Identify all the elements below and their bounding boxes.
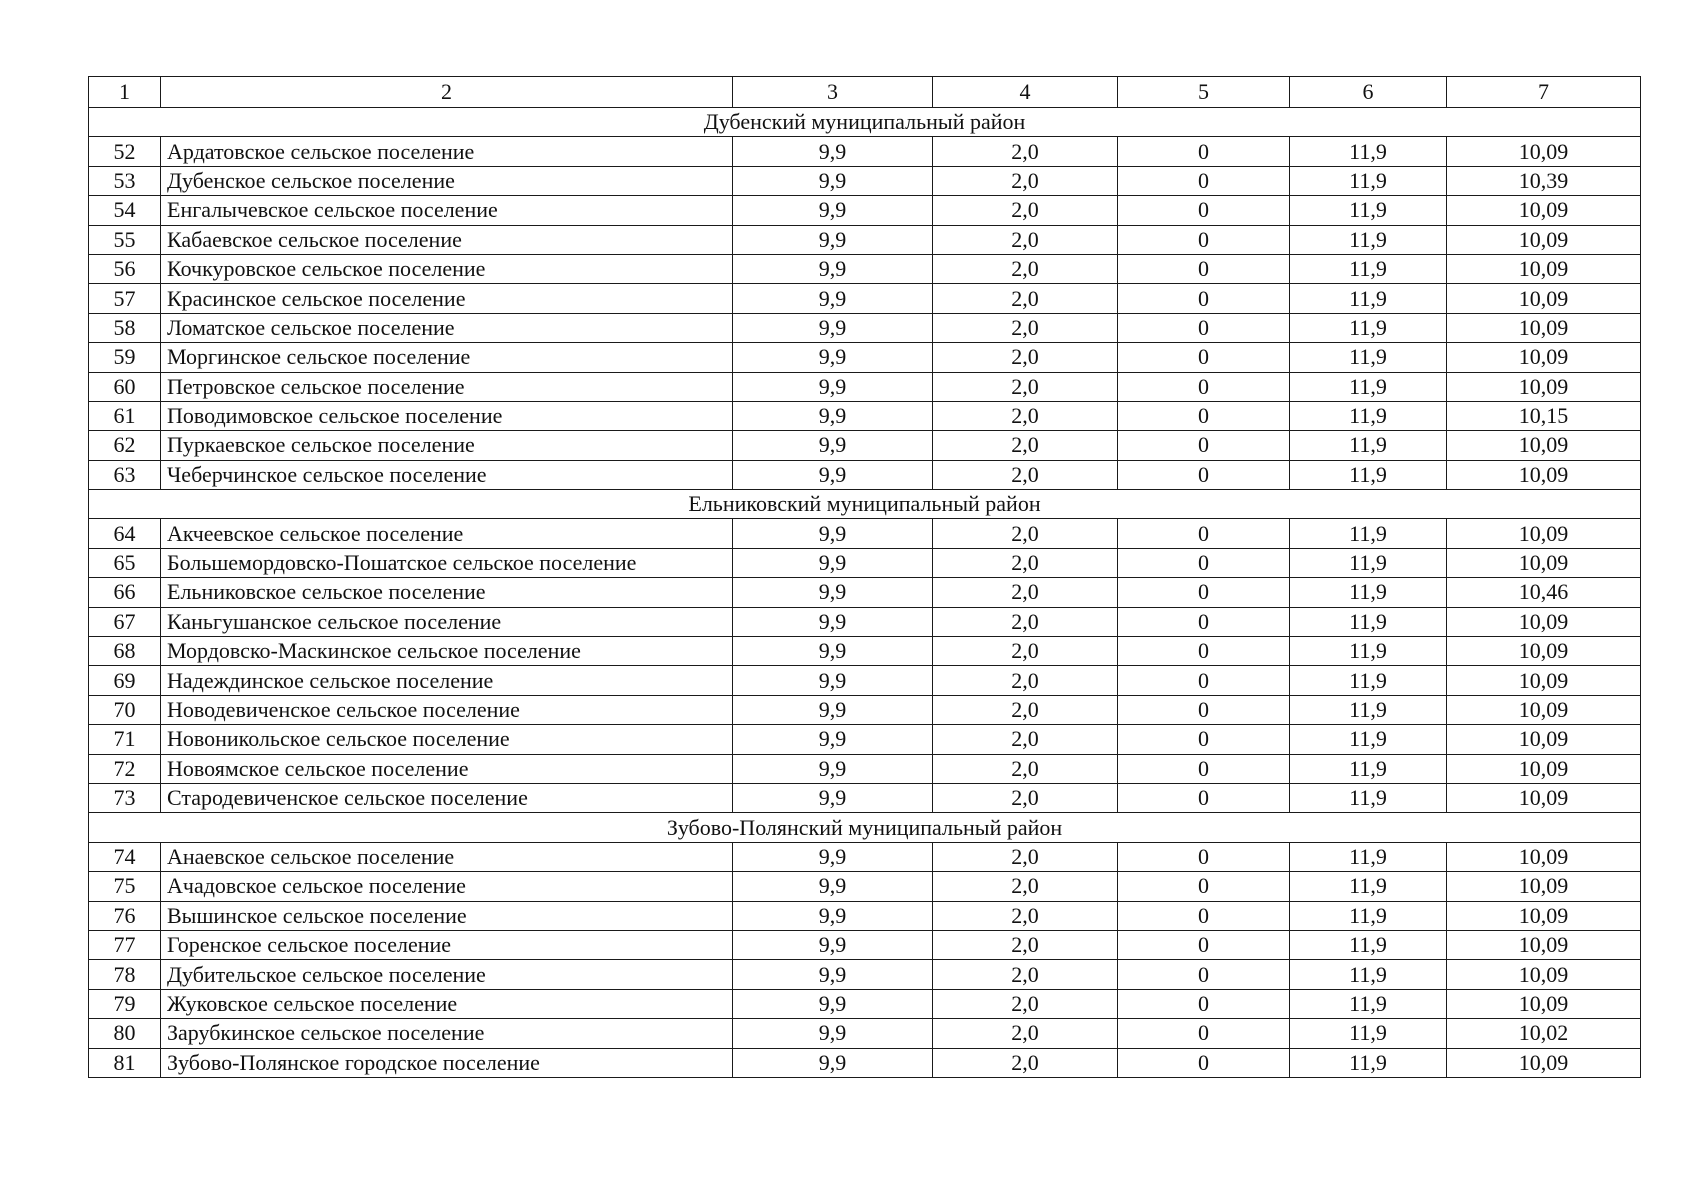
column-5-value: 0 [1118, 989, 1290, 1018]
table-row [89, 989, 1641, 1018]
column-5-value: 0 [1118, 842, 1290, 871]
column-4-value: 2,0 [933, 313, 1118, 342]
column-4-value: 2,0 [933, 783, 1118, 812]
column-6-value: 11,9 [1290, 725, 1447, 754]
section-title: Дубенский муниципальный район [89, 108, 1641, 137]
column-4-value: 2,0 [933, 284, 1118, 313]
column-6-value: 11,9 [1290, 166, 1447, 195]
column-3-value: 9,9 [733, 548, 933, 577]
column-7-value: 10,09 [1447, 901, 1641, 930]
row-number: 52 [89, 137, 161, 166]
column-3-value: 9,9 [733, 137, 933, 166]
settlement-name: Новоникольское сельское поселение [161, 725, 733, 754]
settlement-name: Анаевское сельское поселение [161, 842, 733, 871]
settlement-name: Зубово-Полянское городское поселение [161, 1048, 733, 1077]
column-4-value: 2,0 [933, 725, 1118, 754]
column-5-value: 0 [1118, 284, 1290, 313]
column-3-value: 9,9 [733, 872, 933, 901]
column-3-value: 9,9 [733, 431, 933, 460]
data-table [88, 76, 1641, 1078]
column-7-value: 10,39 [1447, 166, 1641, 195]
column-7-value: 10,09 [1447, 254, 1641, 283]
column-3-value: 9,9 [733, 284, 933, 313]
column-6-value: 11,9 [1290, 783, 1447, 812]
column-3-value: 9,9 [733, 842, 933, 871]
column-4-value: 2,0 [933, 401, 1118, 430]
table-row [89, 783, 1641, 812]
column-5-value: 0 [1118, 254, 1290, 283]
column-header-4: 4 [933, 77, 1118, 108]
column-4-value: 2,0 [933, 137, 1118, 166]
column-5-value: 0 [1118, 372, 1290, 401]
column-6-value: 11,9 [1290, 1048, 1447, 1077]
column-7-value: 10,46 [1447, 578, 1641, 607]
row-number: 81 [89, 1048, 161, 1077]
column-4-value: 2,0 [933, 695, 1118, 724]
row-number: 76 [89, 901, 161, 930]
column-4-value: 2,0 [933, 166, 1118, 195]
settlement-name: Моргинское сельское поселение [161, 343, 733, 372]
column-6-value: 11,9 [1290, 901, 1447, 930]
table-row [89, 1048, 1641, 1077]
column-4-value: 2,0 [933, 225, 1118, 254]
column-6-value: 11,9 [1290, 196, 1447, 225]
column-5-value: 0 [1118, 872, 1290, 901]
column-5-value: 0 [1118, 401, 1290, 430]
row-number: 67 [89, 607, 161, 636]
settlement-name: Красинское сельское поселение [161, 284, 733, 313]
column-header-2: 2 [161, 77, 733, 108]
column-7-value: 10,09 [1447, 372, 1641, 401]
column-7-value: 10,09 [1447, 519, 1641, 548]
column-3-value: 9,9 [733, 519, 933, 548]
column-6-value: 11,9 [1290, 313, 1447, 342]
column-6-value: 11,9 [1290, 372, 1447, 401]
column-5-value: 0 [1118, 225, 1290, 254]
column-5-value: 0 [1118, 196, 1290, 225]
column-6-value: 11,9 [1290, 1019, 1447, 1048]
column-5-value: 0 [1118, 637, 1290, 666]
settlement-name: Кабаевское сельское поселение [161, 225, 733, 254]
column-6-value: 11,9 [1290, 284, 1447, 313]
section-row [89, 108, 1641, 137]
row-number: 57 [89, 284, 161, 313]
column-6-value: 11,9 [1290, 343, 1447, 372]
column-6-value: 11,9 [1290, 695, 1447, 724]
column-3-value: 9,9 [733, 725, 933, 754]
row-number: 55 [89, 225, 161, 254]
row-number: 59 [89, 343, 161, 372]
column-6-value: 11,9 [1290, 548, 1447, 577]
table-row [89, 431, 1641, 460]
section-row [89, 490, 1641, 519]
settlement-name: Стародевиченское сельское поселение [161, 783, 733, 812]
settlement-name: Дубительское сельское поселение [161, 960, 733, 989]
column-6-value: 11,9 [1290, 225, 1447, 254]
column-4-value: 2,0 [933, 548, 1118, 577]
table-row [89, 313, 1641, 342]
table-row [89, 930, 1641, 959]
column-7-value: 10,09 [1447, 960, 1641, 989]
row-number: 80 [89, 1019, 161, 1048]
column-4-value: 2,0 [933, 754, 1118, 783]
table-row [89, 725, 1641, 754]
row-number: 53 [89, 166, 161, 195]
column-3-value: 9,9 [733, 578, 933, 607]
column-3-value: 9,9 [733, 254, 933, 283]
row-number: 71 [89, 725, 161, 754]
column-3-value: 9,9 [733, 960, 933, 989]
table-row [89, 460, 1641, 489]
settlement-name: Новодевиченское сельское поселение [161, 695, 733, 724]
column-3-value: 9,9 [733, 637, 933, 666]
row-number: 64 [89, 519, 161, 548]
section-title: Зубово-Полянский муниципальный район [89, 813, 1641, 842]
column-5-value: 0 [1118, 930, 1290, 959]
column-6-value: 11,9 [1290, 254, 1447, 283]
column-4-value: 2,0 [933, 637, 1118, 666]
table-row [89, 607, 1641, 636]
section-title: Ельниковский муниципальный район [89, 490, 1641, 519]
column-7-value: 10,09 [1447, 754, 1641, 783]
column-5-value: 0 [1118, 343, 1290, 372]
column-7-value: 10,15 [1447, 401, 1641, 430]
column-6-value: 11,9 [1290, 842, 1447, 871]
column-7-value: 10,09 [1447, 225, 1641, 254]
column-7-value: 10,09 [1447, 196, 1641, 225]
table-row [89, 901, 1641, 930]
column-3-value: 9,9 [733, 901, 933, 930]
column-5-value: 0 [1118, 166, 1290, 195]
row-number: 60 [89, 372, 161, 401]
settlement-name: Новоямское сельское поселение [161, 754, 733, 783]
column-5-value: 0 [1118, 695, 1290, 724]
column-5-value: 0 [1118, 607, 1290, 636]
row-number: 54 [89, 196, 161, 225]
column-6-value: 11,9 [1290, 519, 1447, 548]
column-4-value: 2,0 [933, 1019, 1118, 1048]
column-7-value: 10,09 [1447, 666, 1641, 695]
table-row [89, 401, 1641, 430]
column-6-value: 11,9 [1290, 989, 1447, 1018]
settlement-name: Енгалычевское сельское поселение [161, 196, 733, 225]
table-row [89, 666, 1641, 695]
column-5-value: 0 [1118, 1048, 1290, 1077]
table-row [89, 343, 1641, 372]
column-4-value: 2,0 [933, 254, 1118, 283]
column-header-3: 3 [733, 77, 933, 108]
table-row [89, 842, 1641, 871]
table-row [89, 519, 1641, 548]
settlement-name: Поводимовское сельское поселение [161, 401, 733, 430]
column-7-value: 10,02 [1447, 1019, 1641, 1048]
column-7-value: 10,09 [1447, 725, 1641, 754]
column-3-value: 9,9 [733, 313, 933, 342]
column-6-value: 11,9 [1290, 872, 1447, 901]
column-5-value: 0 [1118, 960, 1290, 989]
settlement-name: Каньгушанское сельское поселение [161, 607, 733, 636]
column-3-value: 9,9 [733, 754, 933, 783]
row-number: 68 [89, 637, 161, 666]
settlement-name: Ломатское сельское поселение [161, 313, 733, 342]
column-3-value: 9,9 [733, 1019, 933, 1048]
settlement-name: Акчеевское сельское поселение [161, 519, 733, 548]
row-number: 62 [89, 431, 161, 460]
column-6-value: 11,9 [1290, 960, 1447, 989]
column-7-value: 10,09 [1447, 548, 1641, 577]
row-number: 77 [89, 930, 161, 959]
settlement-name: Дубенское сельское поселение [161, 166, 733, 195]
row-number: 63 [89, 460, 161, 489]
column-5-value: 0 [1118, 137, 1290, 166]
settlement-name: Большемордовско-Пошатское сельское поселение [161, 548, 733, 577]
column-5-value: 0 [1118, 460, 1290, 489]
column-3-value: 9,9 [733, 607, 933, 636]
row-number: 78 [89, 960, 161, 989]
column-4-value: 2,0 [933, 196, 1118, 225]
column-3-value: 9,9 [733, 225, 933, 254]
table-row [89, 695, 1641, 724]
column-6-value: 11,9 [1290, 401, 1447, 430]
column-5-value: 0 [1118, 725, 1290, 754]
row-number: 72 [89, 754, 161, 783]
column-header-1: 1 [89, 77, 161, 108]
row-number: 66 [89, 578, 161, 607]
column-7-value: 10,09 [1447, 343, 1641, 372]
table-row [89, 372, 1641, 401]
column-6-value: 11,9 [1290, 666, 1447, 695]
column-3-value: 9,9 [733, 930, 933, 959]
table-row [89, 548, 1641, 577]
column-3-value: 9,9 [733, 372, 933, 401]
table-body [89, 77, 1641, 1078]
column-7-value: 10,09 [1447, 989, 1641, 1018]
column-header-5: 5 [1118, 77, 1290, 108]
column-3-value: 9,9 [733, 343, 933, 372]
column-5-value: 0 [1118, 1019, 1290, 1048]
column-3-value: 9,9 [733, 695, 933, 724]
column-3-value: 9,9 [733, 989, 933, 1018]
settlement-name: Ардатовское сельское поселение [161, 137, 733, 166]
row-number: 69 [89, 666, 161, 695]
table-row [89, 1019, 1641, 1048]
row-number: 65 [89, 548, 161, 577]
row-number: 73 [89, 783, 161, 812]
column-6-value: 11,9 [1290, 637, 1447, 666]
column-7-value: 10,09 [1447, 1048, 1641, 1077]
row-number: 61 [89, 401, 161, 430]
column-7-value: 10,09 [1447, 872, 1641, 901]
column-4-value: 2,0 [933, 578, 1118, 607]
column-7-value: 10,09 [1447, 313, 1641, 342]
table-row [89, 137, 1641, 166]
column-4-value: 2,0 [933, 1048, 1118, 1077]
column-5-value: 0 [1118, 431, 1290, 460]
document-page [88, 76, 1640, 1078]
column-6-value: 11,9 [1290, 431, 1447, 460]
column-5-value: 0 [1118, 754, 1290, 783]
column-7-value: 10,09 [1447, 284, 1641, 313]
settlement-name: Надеждинское сельское поселение [161, 666, 733, 695]
row-number: 75 [89, 872, 161, 901]
row-number: 74 [89, 842, 161, 871]
row-number: 70 [89, 695, 161, 724]
column-3-value: 9,9 [733, 166, 933, 195]
table-row [89, 960, 1641, 989]
column-4-value: 2,0 [933, 460, 1118, 489]
column-3-value: 9,9 [733, 1048, 933, 1077]
column-4-value: 2,0 [933, 431, 1118, 460]
column-4-value: 2,0 [933, 901, 1118, 930]
table-row [89, 254, 1641, 283]
header-row [89, 77, 1641, 108]
column-7-value: 10,09 [1447, 607, 1641, 636]
column-5-value: 0 [1118, 901, 1290, 930]
settlement-name: Жуковское сельское поселение [161, 989, 733, 1018]
column-4-value: 2,0 [933, 872, 1118, 901]
column-7-value: 10,09 [1447, 137, 1641, 166]
column-5-value: 0 [1118, 666, 1290, 695]
column-5-value: 0 [1118, 519, 1290, 548]
column-header-6: 6 [1290, 77, 1447, 108]
column-6-value: 11,9 [1290, 137, 1447, 166]
settlement-name: Вышинское сельское поселение [161, 901, 733, 930]
column-5-value: 0 [1118, 313, 1290, 342]
column-4-value: 2,0 [933, 666, 1118, 695]
row-number: 79 [89, 989, 161, 1018]
table-row [89, 754, 1641, 783]
column-7-value: 10,09 [1447, 783, 1641, 812]
section-row [89, 813, 1641, 842]
column-5-value: 0 [1118, 578, 1290, 607]
column-4-value: 2,0 [933, 989, 1118, 1018]
settlement-name: Ачадовское сельское поселение [161, 872, 733, 901]
column-7-value: 10,09 [1447, 695, 1641, 724]
table-row [89, 166, 1641, 195]
table-row [89, 637, 1641, 666]
column-7-value: 10,09 [1447, 930, 1641, 959]
column-header-7: 7 [1447, 77, 1641, 108]
column-7-value: 10,09 [1447, 842, 1641, 871]
column-6-value: 11,9 [1290, 607, 1447, 636]
column-4-value: 2,0 [933, 607, 1118, 636]
column-4-value: 2,0 [933, 343, 1118, 372]
settlement-name: Пуркаевское сельское поселение [161, 431, 733, 460]
column-4-value: 2,0 [933, 930, 1118, 959]
table-row [89, 578, 1641, 607]
column-7-value: 10,09 [1447, 431, 1641, 460]
column-7-value: 10,09 [1447, 460, 1641, 489]
table-row [89, 225, 1641, 254]
settlement-name: Ельниковское сельское поселение [161, 578, 733, 607]
column-7-value: 10,09 [1447, 637, 1641, 666]
column-3-value: 9,9 [733, 666, 933, 695]
settlement-name: Чеберчинское сельское поселение [161, 460, 733, 489]
table-row [89, 872, 1641, 901]
column-4-value: 2,0 [933, 519, 1118, 548]
table-row [89, 284, 1641, 313]
settlement-name: Горенское сельское поселение [161, 930, 733, 959]
column-6-value: 11,9 [1290, 460, 1447, 489]
column-5-value: 0 [1118, 548, 1290, 577]
column-3-value: 9,9 [733, 460, 933, 489]
settlement-name: Кочкуровское сельское поселение [161, 254, 733, 283]
row-number: 56 [89, 254, 161, 283]
column-6-value: 11,9 [1290, 578, 1447, 607]
settlement-name: Зарубкинское сельское поселение [161, 1019, 733, 1048]
settlement-name: Мордовско-Маскинское сельское поселение [161, 637, 733, 666]
row-number: 58 [89, 313, 161, 342]
column-4-value: 2,0 [933, 960, 1118, 989]
column-6-value: 11,9 [1290, 930, 1447, 959]
column-3-value: 9,9 [733, 196, 933, 225]
settlement-name: Петровское сельское поселение [161, 372, 733, 401]
column-4-value: 2,0 [933, 372, 1118, 401]
table-row [89, 196, 1641, 225]
column-6-value: 11,9 [1290, 754, 1447, 783]
column-4-value: 2,0 [933, 842, 1118, 871]
column-3-value: 9,9 [733, 401, 933, 430]
column-3-value: 9,9 [733, 783, 933, 812]
column-5-value: 0 [1118, 783, 1290, 812]
